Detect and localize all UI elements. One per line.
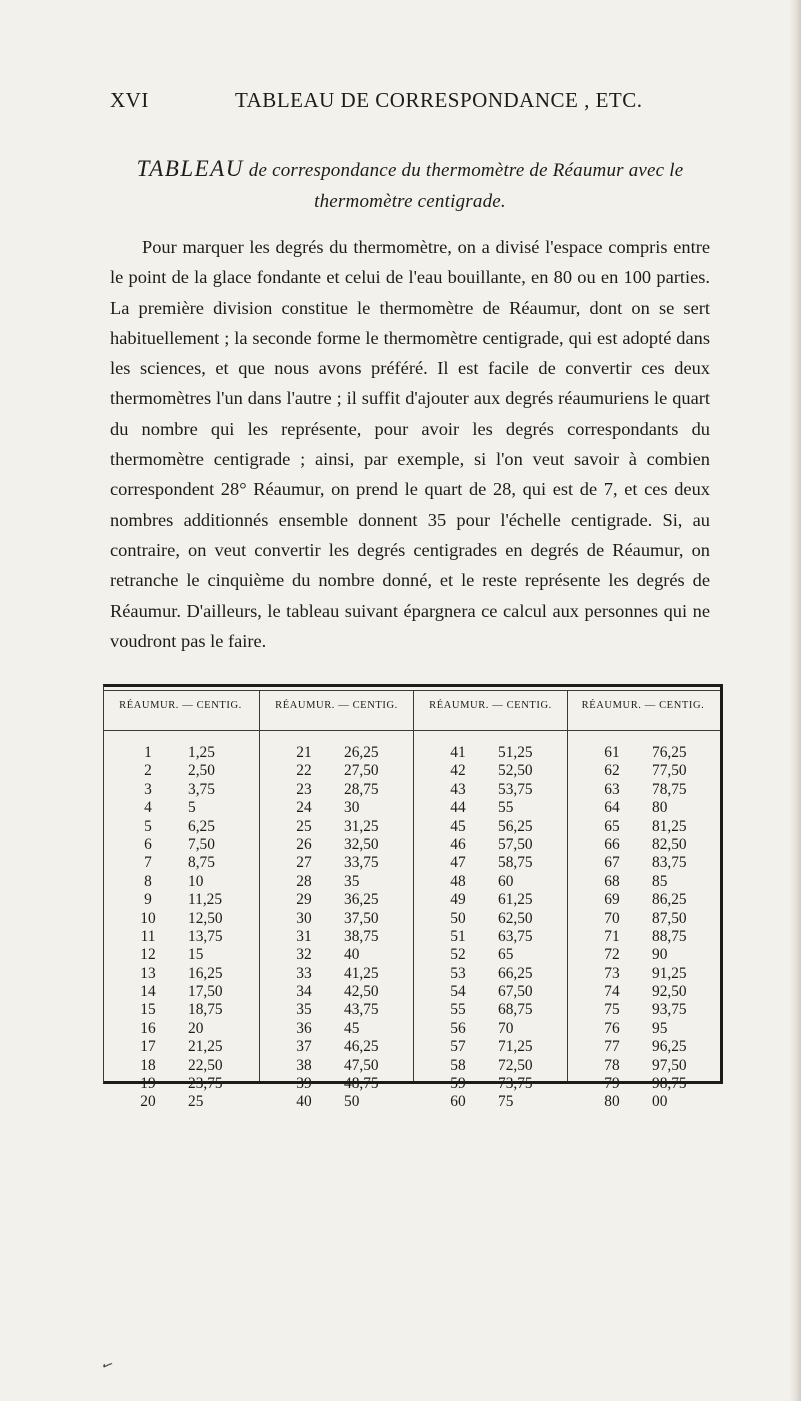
reaumur-value: 26 — [296, 835, 312, 853]
reaumur-value: 11 — [140, 927, 156, 945]
reaumur-value: 39 — [296, 1075, 312, 1093]
centigrade-value: 25 — [188, 1093, 204, 1111]
reaumur-value: 66 — [604, 835, 620, 853]
centigrade-value: 17,50 — [188, 983, 223, 1001]
table-row — [104, 946, 257, 964]
centigrade-value: 15 — [188, 946, 204, 964]
centigrade-value: 91,25 — [652, 964, 687, 982]
centigrade-value: 31,25 — [344, 817, 379, 835]
table-row — [260, 744, 413, 762]
centigrade-value: 62,50 — [498, 909, 533, 927]
centigrade-value: 28,75 — [344, 780, 379, 798]
centigrade-value: 86,25 — [652, 891, 687, 909]
reaumur-value: 64 — [604, 799, 620, 817]
centigrade-value: 58,75 — [498, 854, 533, 872]
table-row — [260, 946, 413, 964]
table-row — [104, 836, 257, 854]
reaumur-value: 17 — [140, 1038, 156, 1056]
centigrade-value: 5 — [188, 799, 196, 817]
table-row — [568, 744, 718, 762]
centigrade-value: 1,25 — [188, 744, 215, 761]
table-row — [568, 1093, 718, 1111]
reaumur-value: 37 — [296, 1038, 312, 1056]
centigrade-value: 63,75 — [498, 927, 533, 945]
table-row — [260, 1020, 413, 1038]
centigrade-value: 75 — [498, 1093, 514, 1111]
table-title-rest: de correspondance du thermomètre de Réaumur avec le — [248, 160, 684, 181]
reaumur-value: 25 — [296, 817, 312, 835]
centigrade-value: 33,75 — [344, 854, 379, 872]
centigrade-value: 85 — [652, 872, 668, 890]
reaumur-value: 58 — [450, 1056, 466, 1074]
reaumur-value: 48 — [450, 872, 466, 890]
table-rows — [260, 744, 413, 1112]
centigrade-value: 65 — [498, 946, 514, 964]
centigrade-value: 10 — [188, 872, 204, 890]
table-row — [260, 928, 413, 946]
table-row — [104, 983, 257, 1001]
reaumur-value: 14 — [140, 983, 156, 1001]
centigrade-value: 76,25 — [652, 744, 687, 761]
reaumur-value: 47 — [450, 854, 466, 872]
centigrade-value: 92,50 — [652, 983, 687, 1001]
reaumur-value: 33 — [296, 964, 312, 982]
table-rows — [568, 744, 718, 1112]
page-edge-shadow — [789, 0, 801, 1401]
table-row — [414, 781, 567, 799]
table-row — [568, 946, 718, 964]
reaumur-value: 45 — [450, 817, 466, 835]
centigrade-value: 78,75 — [652, 780, 687, 798]
table-row — [414, 1057, 567, 1075]
page-header — [110, 88, 700, 118]
centigrade-value: 12,50 — [188, 909, 223, 927]
reaumur-value: 31 — [296, 927, 312, 945]
reaumur-value: 41 — [450, 744, 466, 761]
centigrade-value: 95 — [652, 1019, 668, 1037]
centigrade-value: 77,50 — [652, 762, 687, 780]
centigrade-value: 57,50 — [498, 835, 533, 853]
centigrade-value: 98,75 — [652, 1075, 687, 1093]
centigrade-value: 55 — [498, 799, 514, 817]
table-row — [260, 836, 413, 854]
table-row — [414, 744, 567, 762]
centigrade-value: 82,50 — [652, 835, 687, 853]
reaumur-value: 35 — [296, 1001, 312, 1019]
reaumur-value: 73 — [604, 964, 620, 982]
reaumur-value: 75 — [604, 1001, 620, 1019]
reaumur-value: 76 — [604, 1019, 620, 1037]
reaumur-value: 53 — [450, 964, 466, 982]
table-row — [568, 854, 718, 872]
centigrade-value: 96,25 — [652, 1038, 687, 1056]
table-row — [104, 1038, 257, 1056]
table-row — [414, 965, 567, 983]
table-row — [414, 836, 567, 854]
table-row — [568, 965, 718, 983]
table-row — [414, 873, 567, 891]
reaumur-value: 59 — [450, 1075, 466, 1093]
reaumur-value: 67 — [604, 854, 620, 872]
table-group-2 — [260, 691, 413, 1111]
table-row — [104, 744, 257, 762]
reaumur-value: 4 — [144, 799, 152, 817]
reaumur-value: 15 — [140, 1001, 156, 1019]
reaumur-value: 44 — [450, 799, 466, 817]
centigrade-value: 21,25 — [188, 1038, 223, 1056]
reaumur-value: 40 — [296, 1093, 312, 1111]
reaumur-value: 69 — [604, 891, 620, 909]
table-row — [104, 891, 257, 909]
table-title-line-1 — [110, 153, 710, 186]
table-row — [104, 781, 257, 799]
table-row — [260, 854, 413, 872]
table-row — [568, 762, 718, 780]
table-row — [568, 873, 718, 891]
reaumur-value: 50 — [450, 909, 466, 927]
table-row — [568, 1038, 718, 1056]
centigrade-value: 66,25 — [498, 964, 533, 982]
table-row — [414, 854, 567, 872]
reaumur-value: 77 — [604, 1038, 620, 1056]
table-row — [260, 781, 413, 799]
reaumur-value: 54 — [450, 983, 466, 1001]
reaumur-value: 2 — [144, 762, 152, 780]
centigrade-value: 20 — [188, 1019, 204, 1037]
table-row — [568, 1001, 718, 1019]
table-row — [260, 799, 413, 817]
table-title-cap: TABLEAU — [136, 156, 244, 181]
centigrade-value: 48,75 — [344, 1075, 379, 1093]
centigrade-value: 35 — [344, 872, 360, 890]
centigrade-value: 52,50 — [498, 762, 533, 780]
reaumur-value: 57 — [450, 1038, 466, 1056]
centigrade-value: 93,75 — [652, 1001, 687, 1019]
table-row — [568, 781, 718, 799]
reaumur-value: 1 — [144, 744, 152, 761]
centigrade-value: 41,25 — [344, 964, 379, 982]
centigrade-value: 60 — [498, 872, 514, 890]
centigrade-value: 8,75 — [188, 854, 215, 872]
centigrade-value: 83,75 — [652, 854, 687, 872]
reaumur-value: 16 — [140, 1019, 156, 1037]
correspondence-table — [103, 684, 723, 1111]
table-row — [260, 965, 413, 983]
table-row — [104, 1020, 257, 1038]
reaumur-value: 63 — [604, 780, 620, 798]
centigrade-value: 71,25 — [498, 1038, 533, 1056]
table-row — [414, 928, 567, 946]
column-header: RÉAUMUR. — CENTIG. — [275, 700, 398, 711]
centigrade-value: 18,75 — [188, 1001, 223, 1019]
table-row — [414, 1093, 567, 1111]
table-row — [568, 910, 718, 928]
reaumur-value: 18 — [140, 1056, 156, 1074]
centigrade-value: 26,25 — [344, 744, 379, 761]
table-row — [104, 1075, 257, 1093]
reaumur-value: 10 — [140, 909, 156, 927]
reaumur-value: 52 — [450, 946, 466, 964]
table-title — [110, 153, 710, 217]
table-row — [260, 1001, 413, 1019]
centigrade-value: 3,75 — [188, 780, 215, 798]
centigrade-value: 51,25 — [498, 744, 533, 761]
table-row — [104, 1093, 257, 1111]
centigrade-value: 97,50 — [652, 1056, 687, 1074]
reaumur-value: 74 — [604, 983, 620, 1001]
running-head: TABLEAU DE CORRESPONDANCE , ETC. — [235, 88, 643, 112]
centigrade-value: 88,75 — [652, 927, 687, 945]
reaumur-value: 9 — [144, 891, 152, 909]
reaumur-value: 80 — [604, 1093, 620, 1111]
reaumur-value: 71 — [604, 927, 620, 945]
centigrade-value: 46,25 — [344, 1038, 379, 1056]
centigrade-value: 30 — [344, 799, 360, 817]
reaumur-value: 32 — [296, 946, 312, 964]
centigrade-value: 50 — [344, 1093, 360, 1111]
reaumur-value: 62 — [604, 762, 620, 780]
centigrade-value: 73,75 — [498, 1075, 533, 1093]
table-row — [414, 983, 567, 1001]
table-row — [568, 891, 718, 909]
table-row — [568, 983, 718, 1001]
reaumur-value: 3 — [144, 780, 152, 798]
table-row — [414, 946, 567, 964]
table-row — [260, 891, 413, 909]
table-row — [260, 762, 413, 780]
table-row — [568, 836, 718, 854]
reaumur-value: 61 — [604, 744, 620, 761]
reaumur-value: 19 — [140, 1075, 156, 1093]
centigrade-value: 23,75 — [188, 1075, 223, 1093]
table-row — [568, 1020, 718, 1038]
centigrade-value: 72,50 — [498, 1056, 533, 1074]
table-row — [568, 1057, 718, 1075]
table-row — [414, 1075, 567, 1093]
centigrade-value: 45 — [344, 1019, 360, 1037]
reaumur-value: 27 — [296, 854, 312, 872]
table-row — [260, 1038, 413, 1056]
table-row — [568, 928, 718, 946]
centigrade-value: 70 — [498, 1019, 514, 1037]
centigrade-value: 90 — [652, 946, 668, 964]
table-row — [260, 1093, 413, 1111]
reaumur-value: 13 — [140, 964, 156, 982]
table-row — [260, 910, 413, 928]
table-row — [260, 873, 413, 891]
reaumur-value: 34 — [296, 983, 312, 1001]
centigrade-value: 13,75 — [188, 927, 223, 945]
reaumur-value: 65 — [604, 817, 620, 835]
centigrade-value: 43,75 — [344, 1001, 379, 1019]
reaumur-value: 30 — [296, 909, 312, 927]
centigrade-value: 80 — [652, 799, 668, 817]
centigrade-value: 47,50 — [344, 1056, 379, 1074]
centigrade-value: 68,75 — [498, 1001, 533, 1019]
reaumur-value: 12 — [140, 946, 156, 964]
table-title-line-2: thermomètre centigrade. — [314, 191, 506, 212]
table-row — [104, 1057, 257, 1075]
centigrade-value: 87,50 — [652, 909, 687, 927]
table-row — [260, 1057, 413, 1075]
table-row — [414, 818, 567, 836]
table-rows — [104, 744, 257, 1112]
centigrade-value: 11,25 — [188, 891, 223, 909]
reaumur-value: 51 — [450, 927, 466, 945]
table-row — [414, 910, 567, 928]
table-group-4 — [568, 691, 718, 1111]
centigrade-value: 37,50 — [344, 909, 379, 927]
centigrade-value: 36,25 — [344, 891, 379, 909]
centigrade-value: 81,25 — [652, 817, 687, 835]
reaumur-value: 79 — [604, 1075, 620, 1093]
reaumur-value: 72 — [604, 946, 620, 964]
table-row — [414, 799, 567, 817]
reaumur-value: 22 — [296, 762, 312, 780]
table-row — [104, 928, 257, 946]
reaumur-value: 8 — [144, 872, 152, 890]
table-rows — [414, 744, 567, 1112]
centigrade-value: 32,50 — [344, 835, 379, 853]
table-row — [104, 762, 257, 780]
reaumur-value: 56 — [450, 1019, 466, 1037]
reaumur-value: 55 — [450, 1001, 466, 1019]
table-row — [260, 818, 413, 836]
table-row — [104, 1001, 257, 1019]
reaumur-value: 49 — [450, 891, 466, 909]
table-row — [568, 818, 718, 836]
centigrade-value: 2,50 — [188, 762, 215, 780]
reaumur-value: 23 — [296, 780, 312, 798]
centigrade-value: 6,25 — [188, 817, 215, 835]
table-row — [104, 854, 257, 872]
table-group-3 — [414, 691, 567, 1111]
reaumur-value: 42 — [450, 762, 466, 780]
table-row — [104, 873, 257, 891]
centigrade-value: 67,50 — [498, 983, 533, 1001]
reaumur-value: 24 — [296, 799, 312, 817]
centigrade-value: 27,50 — [344, 762, 379, 780]
centigrade-value: 38,75 — [344, 927, 379, 945]
centigrade-value: 22,50 — [188, 1056, 223, 1074]
table-row — [414, 891, 567, 909]
reaumur-value: 20 — [140, 1093, 156, 1111]
reaumur-value: 28 — [296, 872, 312, 890]
stray-mark: ✓ — [98, 1357, 116, 1376]
reaumur-value: 7 — [144, 854, 152, 872]
table-row — [260, 983, 413, 1001]
table-group-1 — [104, 691, 257, 1111]
reaumur-value: 46 — [450, 835, 466, 853]
reaumur-value: 60 — [450, 1093, 466, 1111]
reaumur-value: 43 — [450, 780, 466, 798]
table-row — [104, 965, 257, 983]
centigrade-value: 40 — [344, 946, 360, 964]
intro-paragraph: Pour marquer les degrés du thermomètre, on a divisé l'espace compris entre le point de la glace fondante et celui de l'eau bouillante, en 80 ou en 100 parties. La première division constitue le thermomètre de Réaumur, dont on se sert habituellement ; la seconde forme le thermomètre centigrade, qui est adopté dans les sciences, et que nous avons préféré. Il est facile de convertir ces deux thermomètres l'un dans l'autre ; il suffit d'ajouter aux degrés réaumuriens le quart du nombre qui les représente, pour avoir les degrés correspondants du thermomètre centigrade ; ainsi, par exemple, si l'on veut savoir à combien correspondent 28° Réaumur, on prend le quart de 28, qui est de 7, et ces deux nombres additionnés ensemble donnent 35 pour l'échelle centigrade. Si, au contraire, on veut convertir les degrés centigrades en degrés de Réaumur, on retranche le cinquième du nombre donné, et le reste représente les degrés de Réaumur. D'ailleurs, le tableau suivant épargnera ce calcul aux personnes qui ne voudront pas le faire. — [110, 237, 710, 651]
reaumur-value: 29 — [296, 891, 312, 909]
centigrade-value: 7,50 — [188, 835, 215, 853]
reaumur-value: 6 — [144, 835, 152, 853]
centigrade-value: 61,25 — [498, 891, 533, 909]
centigrade-value: 42,50 — [344, 983, 379, 1001]
table-row — [104, 799, 257, 817]
table-row — [414, 762, 567, 780]
reaumur-value: 5 — [144, 817, 152, 835]
reaumur-value: 70 — [604, 909, 620, 927]
table-row — [414, 1020, 567, 1038]
centigrade-value: 16,25 — [188, 964, 223, 982]
column-header: RÉAUMUR. — CENTIG. — [429, 700, 552, 711]
table-row — [568, 1075, 718, 1093]
centigrade-value: 56,25 — [498, 817, 533, 835]
table-row — [104, 910, 257, 928]
reaumur-value: 36 — [296, 1019, 312, 1037]
reaumur-value: 68 — [604, 872, 620, 890]
column-header: RÉAUMUR. — CENTIG. — [581, 700, 705, 711]
reaumur-value: 78 — [604, 1056, 620, 1074]
table-row — [414, 1038, 567, 1056]
centigrade-value: 00 — [652, 1093, 668, 1111]
column-header: RÉAUMUR. — CENTIG. — [119, 700, 242, 711]
reaumur-value: 21 — [296, 744, 312, 761]
table-row — [568, 799, 718, 817]
centigrade-value: 53,75 — [498, 780, 533, 798]
reaumur-value: 38 — [296, 1056, 312, 1074]
table-row — [260, 1075, 413, 1093]
page-number: XVI — [110, 88, 149, 112]
table-row — [104, 818, 257, 836]
table-row — [414, 1001, 567, 1019]
